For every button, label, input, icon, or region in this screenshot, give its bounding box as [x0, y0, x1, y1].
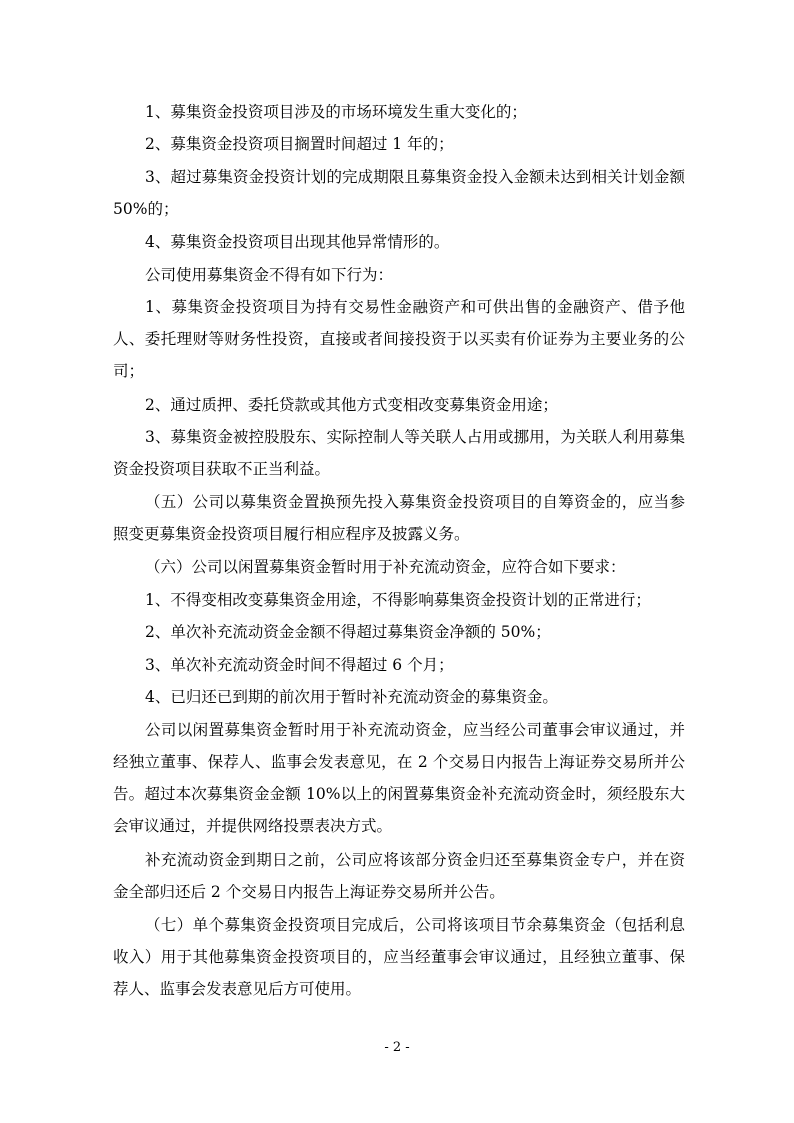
- paragraph-7: 2、通过质押、委托贷款或其他方式变相改变募集资金用途；: [145, 396, 558, 414]
- paragraph-2: 2、募集资金投资项目搁置时间超过 1 年的；: [145, 135, 454, 153]
- paragraph-3: 3、超过募集资金投资计划的完成期限且募集资金投入金额未达到相关计划金额 50%的；: [113, 168, 685, 218]
- paragraph-15: 公司以闲置募集资金暂时用于补充流动资金，应当经公司董事会审议通过，并经独立董事、保荐人、监事会发表意见，在 2 个交易日内报告上海证券交易所并公告。超过本次募集资金金额 10%以上的闲置募集资金补充流动资金时，须经股东大会审议通过，并提供网络投票表决方式。: [113, 721, 685, 835]
- paragraph-11: 1、不得变相改变募集资金用途，不得影响募集资金投资计划的正常进行；: [145, 591, 651, 609]
- paragraph-14: 4、已归还已到期的前次用于暂时补充流动资金的募集资金。: [145, 688, 558, 706]
- paragraph-12: 2、单次补充流动资金金额不得超过募集资金净额的 50%；: [145, 623, 551, 641]
- paragraph-5: 公司使用募集资金不得有如下行为：: [145, 266, 394, 284]
- paragraph-13: 3、单次补充流动资金时间不得超过 6 个月；: [145, 656, 454, 674]
- page-number: - 2 -: [384, 1040, 410, 1055]
- paragraph-10: （六）公司以闲置募集资金暂时用于补充流动资金，应符合如下要求：: [145, 558, 626, 576]
- paragraph-16: 补充流动资金到期日之前，公司应将该部分资金归还至募集资金专户，并在资金全部归还后 2 个交易日内报告上海证券交易所并公告。: [113, 851, 685, 901]
- paragraph-1: 1、募集资金投资项目涉及的市场环境发生重大变化的；: [145, 103, 527, 121]
- paragraph-6: 1、募集资金投资项目为持有交易性金融资产和可供出售的金融资产、借予他人、委托理财等财务性投资，直接或者间接投资于以买卖有价证券为主要业务的公司；: [113, 298, 685, 380]
- paragraph-9: （五）公司以募集资金置换预先投入募集资金投资项目的自筹资金的，应当参照变更募集资金投资项目履行相应程序及披露义务。: [113, 493, 685, 543]
- paragraph-8: 3、募集资金被控股股东、实际控制人等关联人占用或挪用，为关联人利用募集资金投资项目获取不正当利益。: [113, 428, 685, 478]
- paragraph-4: 4、募集资金投资项目出现其他异常情形的。: [145, 233, 450, 251]
- paragraph-17: （七）单个募集资金投资项目完成后，公司将该项目节余募集资金（包括利息收入）用于其他募集资金投资项目的，应当经董事会审议通过，且经独立董事、保荐人、监事会发表意见后方可使用。: [113, 916, 685, 998]
